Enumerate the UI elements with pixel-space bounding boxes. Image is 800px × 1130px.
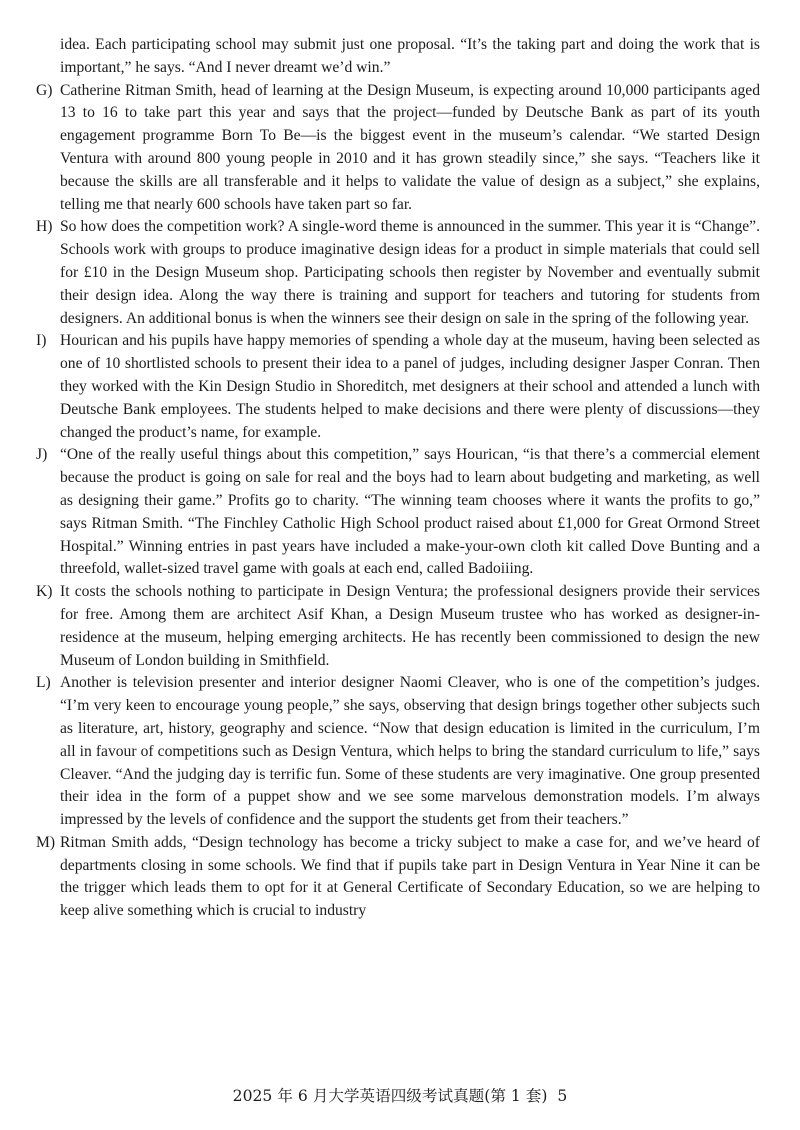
continued-paragraph: idea. Each participating school may submit just one proposal. “It’s the taking part and doing the work that is important,” he says. “And I never dreamt we’d win.” xyxy=(60,36,760,76)
paragraph-text: So how does the competition work? A single-word theme is announced in the summer. This year it is “Change”. Schools work with groups to produce imaginative design ideas for a product in simple materials that could sell for £10 in the Design Museum shop. Participating schools then register by November and eventually submit their design idea. Along the way there is training and support for teachers and tutoring for students from designers. An additional bonus is when the winners see their design on sale in the spring of the following year. xyxy=(60,218,760,327)
paragraph-text: It costs the schools nothing to participate in Design Ventura; the professional designers provide their services for free. Among them are architect Asif Khan, a Design Museum trustee who has worked as designer-in-residence at the museum, helping emerging architects. He has recently been commissioned to design the new Museum of London building in Smithfield. xyxy=(60,583,760,669)
paragraph-label: J) xyxy=(36,446,48,464)
paragraph-label: K) xyxy=(36,583,53,601)
paragraph-h xyxy=(36,216,760,330)
footer-title: 2025 年 6 月大学英语四级考试真题(第 1 套) xyxy=(232,1087,548,1105)
paragraph-k xyxy=(36,581,760,672)
page-number: 5 xyxy=(557,1087,568,1105)
paragraph-i xyxy=(36,330,760,444)
page-footer xyxy=(0,1084,800,1106)
paragraph-text: Another is television presenter and interior designer Naomi Cleaver, who is one of the competition’s judges. “I’m very keen to encourage young people,” she says, observing that design brings together other subjects such as literature, art, history, geography and science. “Now that design education is limited in the curriculum, I’m all in favour of competitions such as Design Ventura, which helps to bring the standard curriculum to life,” says Cleaver. “And the judging day is terrific fun. Some of these students are very imaginative. One group presented their idea in the form of a puppet show and we see some marvelous demonstration models. I’m always impressed by the levels of confidence and the support the students get from their teachers.” xyxy=(60,674,760,829)
paragraph-label: I) xyxy=(36,332,47,350)
paragraph-label: G) xyxy=(36,81,53,99)
paragraph-label: L) xyxy=(36,674,51,692)
paragraph-text: Hourican and his pupils have happy memories of spending a whole day at the museum, having been selected as one of 10 shortlisted schools to present their idea to a panel of judges, including designer Jasper Conran. Then they worked with the Kin Design Studio in Shoreditch, met designers at their school and attended a lunch with Deutsche Bank employees. The students helped to make decisions and there were plenty of discussions—they changed the product’s name, for example. xyxy=(60,332,760,441)
paragraph-g xyxy=(36,80,760,217)
paragraph-text: Catherine Ritman Smith, head of learning at the Design Museum, is expecting around 10,000 participants aged 13 to 16 to take part this year and says that the project—funded by Deutsche Bank as part of its youth engagement programme Born To Be—is the biggest event in the museum’s calendar. “We started Design Ventura with around 800 young people in 2010 and it has grown steadily since,” she says. “Teachers like it because the skills are all transferable and it helps to validate the value of design as a subject,” she explains, telling me that nearly 600 schools have taken part so far. xyxy=(60,81,760,213)
paragraph-text: “One of the really useful things about this competition,” says Hourican, “is that there’s a commercial element because the product is going on sale for real and the boys had to learn about budgeting and marketing, as well as designing their game.” Profits go to charity. “The winning team chooses where it wants the profits to go,” says Ritman Smith. “The Finchley Catholic High School product raised about £1,000 for Great Ormond Street Hospital.” Winning entries in past years have included a make-your-own cloth kit called Dove Bunting and a threefold, wallet-sized travel game with goals at each end, called Badoiiing. xyxy=(60,446,760,578)
paragraph-label: H) xyxy=(36,218,53,236)
paragraph-l xyxy=(36,672,760,832)
paragraph-text: Ritman Smith adds, “Design technology has become a tricky subject to make a case for, and we’ve heard of departments closing in some schools. We find that if pupils take part in Design Ventura in Year Nine it can be the trigger which leads them to opt for it at General Certificate of Secondary Education, so we are helping to keep alive something which is crucial to industry xyxy=(60,833,760,920)
paragraph-m xyxy=(36,832,760,923)
paragraph-label: M) xyxy=(36,833,56,851)
paragraph-j xyxy=(36,444,760,581)
